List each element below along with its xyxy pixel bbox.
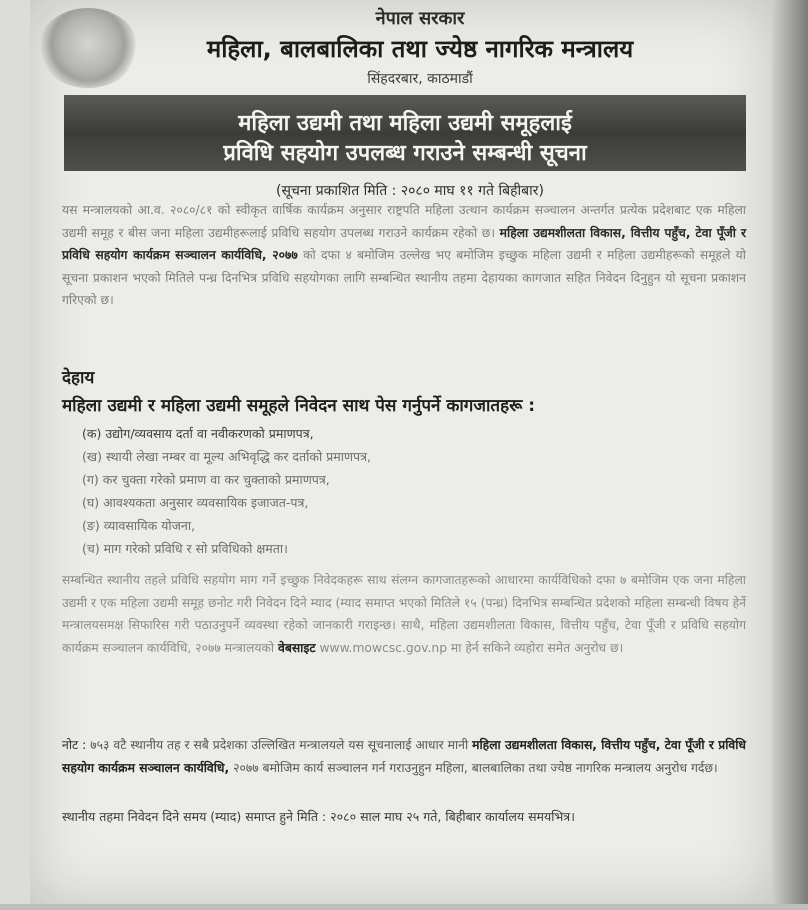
- note-procedure-name: महिला उद्यमशीलता विकास, वित्तीय पहुँच, टेवा पूँजी र प्रविधि सहयोग कार्यक्रम सञ्चालन कार्यविधि,: [62, 738, 746, 775]
- note-label: नोट :: [62, 738, 91, 752]
- process-paragraph: [62, 569, 746, 659]
- note-text-end: २०७७ बमोजिम कार्य सञ्चालन गर्न गराउनुहुन महिला, बालबालिका तथा ज्येष्ठ नागरिक मन्त्रालय अनुरोध गर्दछ।: [229, 761, 718, 775]
- documents-heading: महिला उद्यमी र महिला उद्यमी समूहले निवेदन साथ पेस गर्नुपर्ने कागजातहरू :: [62, 396, 536, 416]
- intro-paragraph: [62, 199, 746, 312]
- note-text-start: ७५३ वटै स्थानीय तह र सबै प्रदेशका उल्लिखित मन्त्रालयले यस सूचनालाई आधार मानी: [90, 738, 473, 752]
- section-heading: देहाय: [62, 368, 95, 388]
- list-item: (ङ) व्यावसायिक योजना,: [82, 518, 196, 533]
- list-item: (क) उद्योग/व्यवसाय दर्ता वा नवीकरणको प्रमाणपत्र,: [82, 426, 314, 441]
- notice-title-banner: [64, 95, 746, 171]
- list-item: (ख) स्थायी लेखा नम्बर वा मूल्य अभिवृद्धि कर दर्ताको प्रमाणपत्र,: [82, 449, 372, 464]
- notice-title-line-1: महिला उद्यमी तथा महिला उद्यमी समूहलाई: [238, 111, 572, 136]
- notice-title-line-2: प्रविधि सहयोग उपलब्ध गराउने सम्बन्धी सूचना: [223, 141, 587, 166]
- list-item: (घ) आवश्यकता अनुसार व्यवसायिक इजाजत-पत्र,: [82, 495, 309, 510]
- list-item: (च) माग गरेको प्रविधि र सो प्रविधिको क्षमता।: [82, 541, 288, 556]
- ministry-name: महिला, बालबालिका तथा ज्येष्ठ नागरिक मन्त्रालय: [206, 35, 634, 63]
- publication-date: (सूचना प्रकाशित मिति : २०८० माघ ११ गते बिहीबार): [276, 183, 544, 199]
- documents-list: [82, 422, 722, 560]
- intro-text-end: को दफा ४ बमोजिम उल्लेख भए बमोजिम इच्छुक महिला उद्यमी र महिला उद्यमीहरूको समूहले यो सूचना प्रकाशन भएको मितिले पन्ध्र दिनभित्र प्रविधि सहयोगका लागि सम्बन्धित स्थानीय तहमा देहायका कागजात सहित निवेदन दिनुहुन यो सूचना प्रकाशन गरिएको छ।: [62, 248, 746, 307]
- process-text-end: www.mowcsc.gov.np मा हेर्न सकिने व्यहोरा समेत अनुरोध छ।: [315, 640, 624, 655]
- website-label: वेबसाइट: [278, 640, 316, 655]
- intro-procedure-name: महिला उद्यमशीलता विकास, वित्तीय पहुँच, टेवा पूँजी र प्रविधि सहयोग कार्यक्रम सञ्चालन कार्यविधि, २०७७: [62, 225, 746, 262]
- deadline-paragraph: स्थानीय तहमा निवेदन दिने समय (म्याद) समाप्त हुने मिति : २०८० साल माघ २५ गते, बिहीबार कार्यालय समयभित्र।: [62, 809, 575, 824]
- process-text-start: सम्बन्धित स्थानीय तहले प्रविधि सहयोग माग गर्ने इच्छुक निवेदकहरू साथ संलग्न कागजातहरूको आधारमा कार्यविधिको दफा ७ बमोजिम एक जना महिला उद्यमी र एक महिला उद्यमी समूह छनोट गरी निवेदन दिने म्याद (म्याद समाप्त भएको मितिले १५ (पन्ध्र) दिनभित्र सम्बन्धित प्रदेशको महिला सम्बन्धी विषय हेर्ने मन्त्रालयसमक्ष सिफारिस गरी पठाउनुपर्ने व्यवस्था रहेको जानकारी गराइन्छ। साथै, महिला उद्यमशीलता विकास, वित्तीय पहुँच, टेवा पूँजी र प्रविधि सहयोग कार्यक्रम सञ्चालन कार्यविधि, २०७७ मन्त्रालयको: [62, 573, 746, 655]
- intro-text-start: यस मन्त्रालयको आ.व. २०८०/८१ को स्वीकृत वार्षिक कार्यक्रम अनुसार राष्ट्रपति महिला उत्थान कार्यक्रम सञ्चालन अन्तर्गत प्रत्येक प्रदेशबाट एक महिला उद्यमी समूह र बीस जना महिला उद्यमीहरूलाई प्रविधि सहयोग उपलब्ध गराउने कार्यक्रम रहेको छ।: [62, 203, 746, 240]
- paper-edge: [772, 0, 808, 910]
- government-name: नेपाल सरकार: [375, 8, 465, 29]
- ministry-address: सिंहदरबार, काठमाडौं: [367, 71, 473, 87]
- government-emblem-icon: [38, 8, 138, 88]
- list-item: (ग) कर चुक्ता गरेको प्रमाण वा कर चुक्ताको प्रमाणपत्र,: [82, 472, 330, 487]
- paper-bottom-edge: [0, 904, 808, 910]
- note-paragraph: [62, 734, 746, 780]
